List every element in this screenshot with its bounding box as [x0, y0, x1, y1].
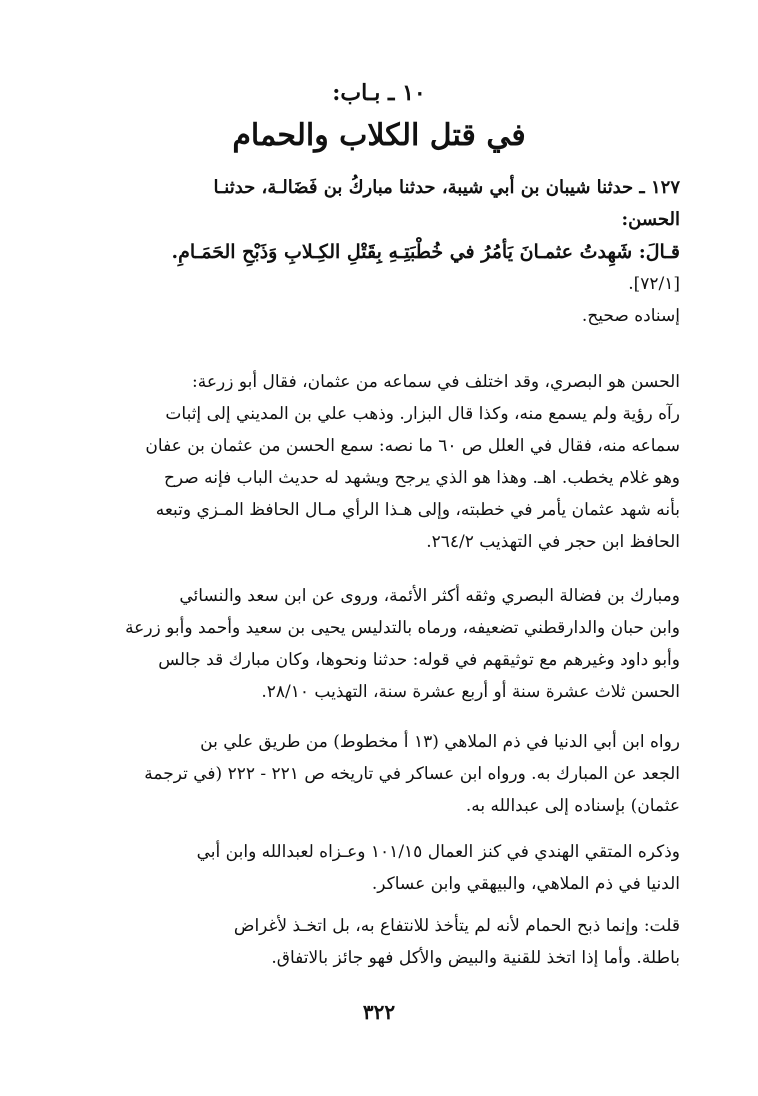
commentary-paragraph-5	[88, 910, 680, 974]
paragraph-line: وهو غلام يخطب. اهـ. وهذا هو الذي يرجح ويشهد له حديث الباب فإنه صرح	[163, 468, 680, 488]
paragraph-line: وذكره المتقي الهندي في كنز العمال ١٠١/١٥ وعـزاه لعبدالله وابن أبي	[196, 842, 680, 862]
hadith-matn: قـالَ: شَهِدتُ عثمـانَ يَأمُرُ في خُطْبَتِـهِ بِقَتْلِ الكِـلابِ وَذَبْحِ الحَمَـامِ.	[171, 241, 680, 263]
paragraph-line: وأبو داود وغيرهم مع توثيقهم في قوله: حدثنا ونحوها، وكان مبارك قد جالس	[158, 650, 680, 670]
paragraph-line: باطلة. وأما إذا اتخذ للقنية والبيض والأكل فهو جائز بالاتفاق.	[271, 948, 680, 968]
hadith-reference: [٧٢/١].	[628, 274, 680, 294]
paragraph-line: الحافظ ابن حجر في التهذيب ٢٦٤/٢.	[426, 532, 680, 552]
paragraph-line: الحسن هو البصري، وقد اختلف في سماعه من عثمان، فقال أبو زرعة:	[192, 372, 680, 392]
paragraph-line: ومبارك بن فضالة البصري وثقه أكثر الأئمة، وروى عن ابن سعد والنسائي	[179, 586, 680, 606]
hadith-isnad-line: ١٢٧ ـ حدثنا شيبان بن أبي شيبة، حدثنا مباركُ بن فَضَالـة، حدثنـا	[213, 177, 680, 198]
hadith-isnad-line: الحسن:	[621, 209, 680, 230]
paragraph-line: قلت: وإنما ذبح الحمام لأنه لم يتأخذ للانتفاع به، بل اتخـذ لأغراض	[233, 916, 680, 936]
paragraph-line: وابن حبان والدارقطني تضعيفه، ورماه بالتدليس يحيى بن سعيد وأحمد وأبو زرعة	[125, 618, 680, 638]
paragraph-line: الدنيا في ذم الملاهي، والبيهقي وابن عساكر.	[371, 874, 680, 894]
hadith-grade: إسناده صحيح.	[581, 306, 680, 326]
paragraph-line: الجعد عن المبارك به. ورواه ابن عساكر في تاريخه ص ٢٢١ - ٢٢٢ (في ترجمة	[144, 764, 680, 784]
paragraph-line: سماعه منه، فقال في العلل ص ٦٠ ما نصه: سمع الحسن من عثمان بن عفان	[145, 436, 680, 456]
paragraph-line: بأنه شهد عثمان يأمر في خطبته، وإلى هـذا الرأي مـال الحافظ المـزي وتبعه	[155, 500, 680, 520]
paragraph-line: عثمان) بإسناده إلى عبدالله به.	[465, 796, 680, 816]
commentary-paragraph-1	[88, 366, 680, 558]
paragraph-line: رآه رؤية ولم يسمع منه، وكذا قال البزار. وذهب علي بن المديني إلى إثبات	[165, 404, 680, 424]
page-number: ٣٢٢	[362, 1000, 396, 1024]
chapter-title: في قتل الكلاب والحمام	[232, 118, 526, 153]
chapter-number: ١٠ ـ بـاب:	[332, 80, 426, 106]
commentary-paragraph-3	[88, 726, 680, 822]
commentary-paragraph-4	[88, 836, 680, 900]
hadith-block	[88, 172, 680, 332]
paragraph-line: الحسن ثلاث عشرة سنة أو أربع عشرة سنة، التهذيب ٢٨/١٠.	[261, 682, 680, 702]
commentary-paragraph-2	[88, 580, 680, 708]
paragraph-line: رواه ابن أبي الدنيا في ذم الملاهي (١٣ أ مخطوط) من طريق علي بن	[200, 732, 680, 752]
